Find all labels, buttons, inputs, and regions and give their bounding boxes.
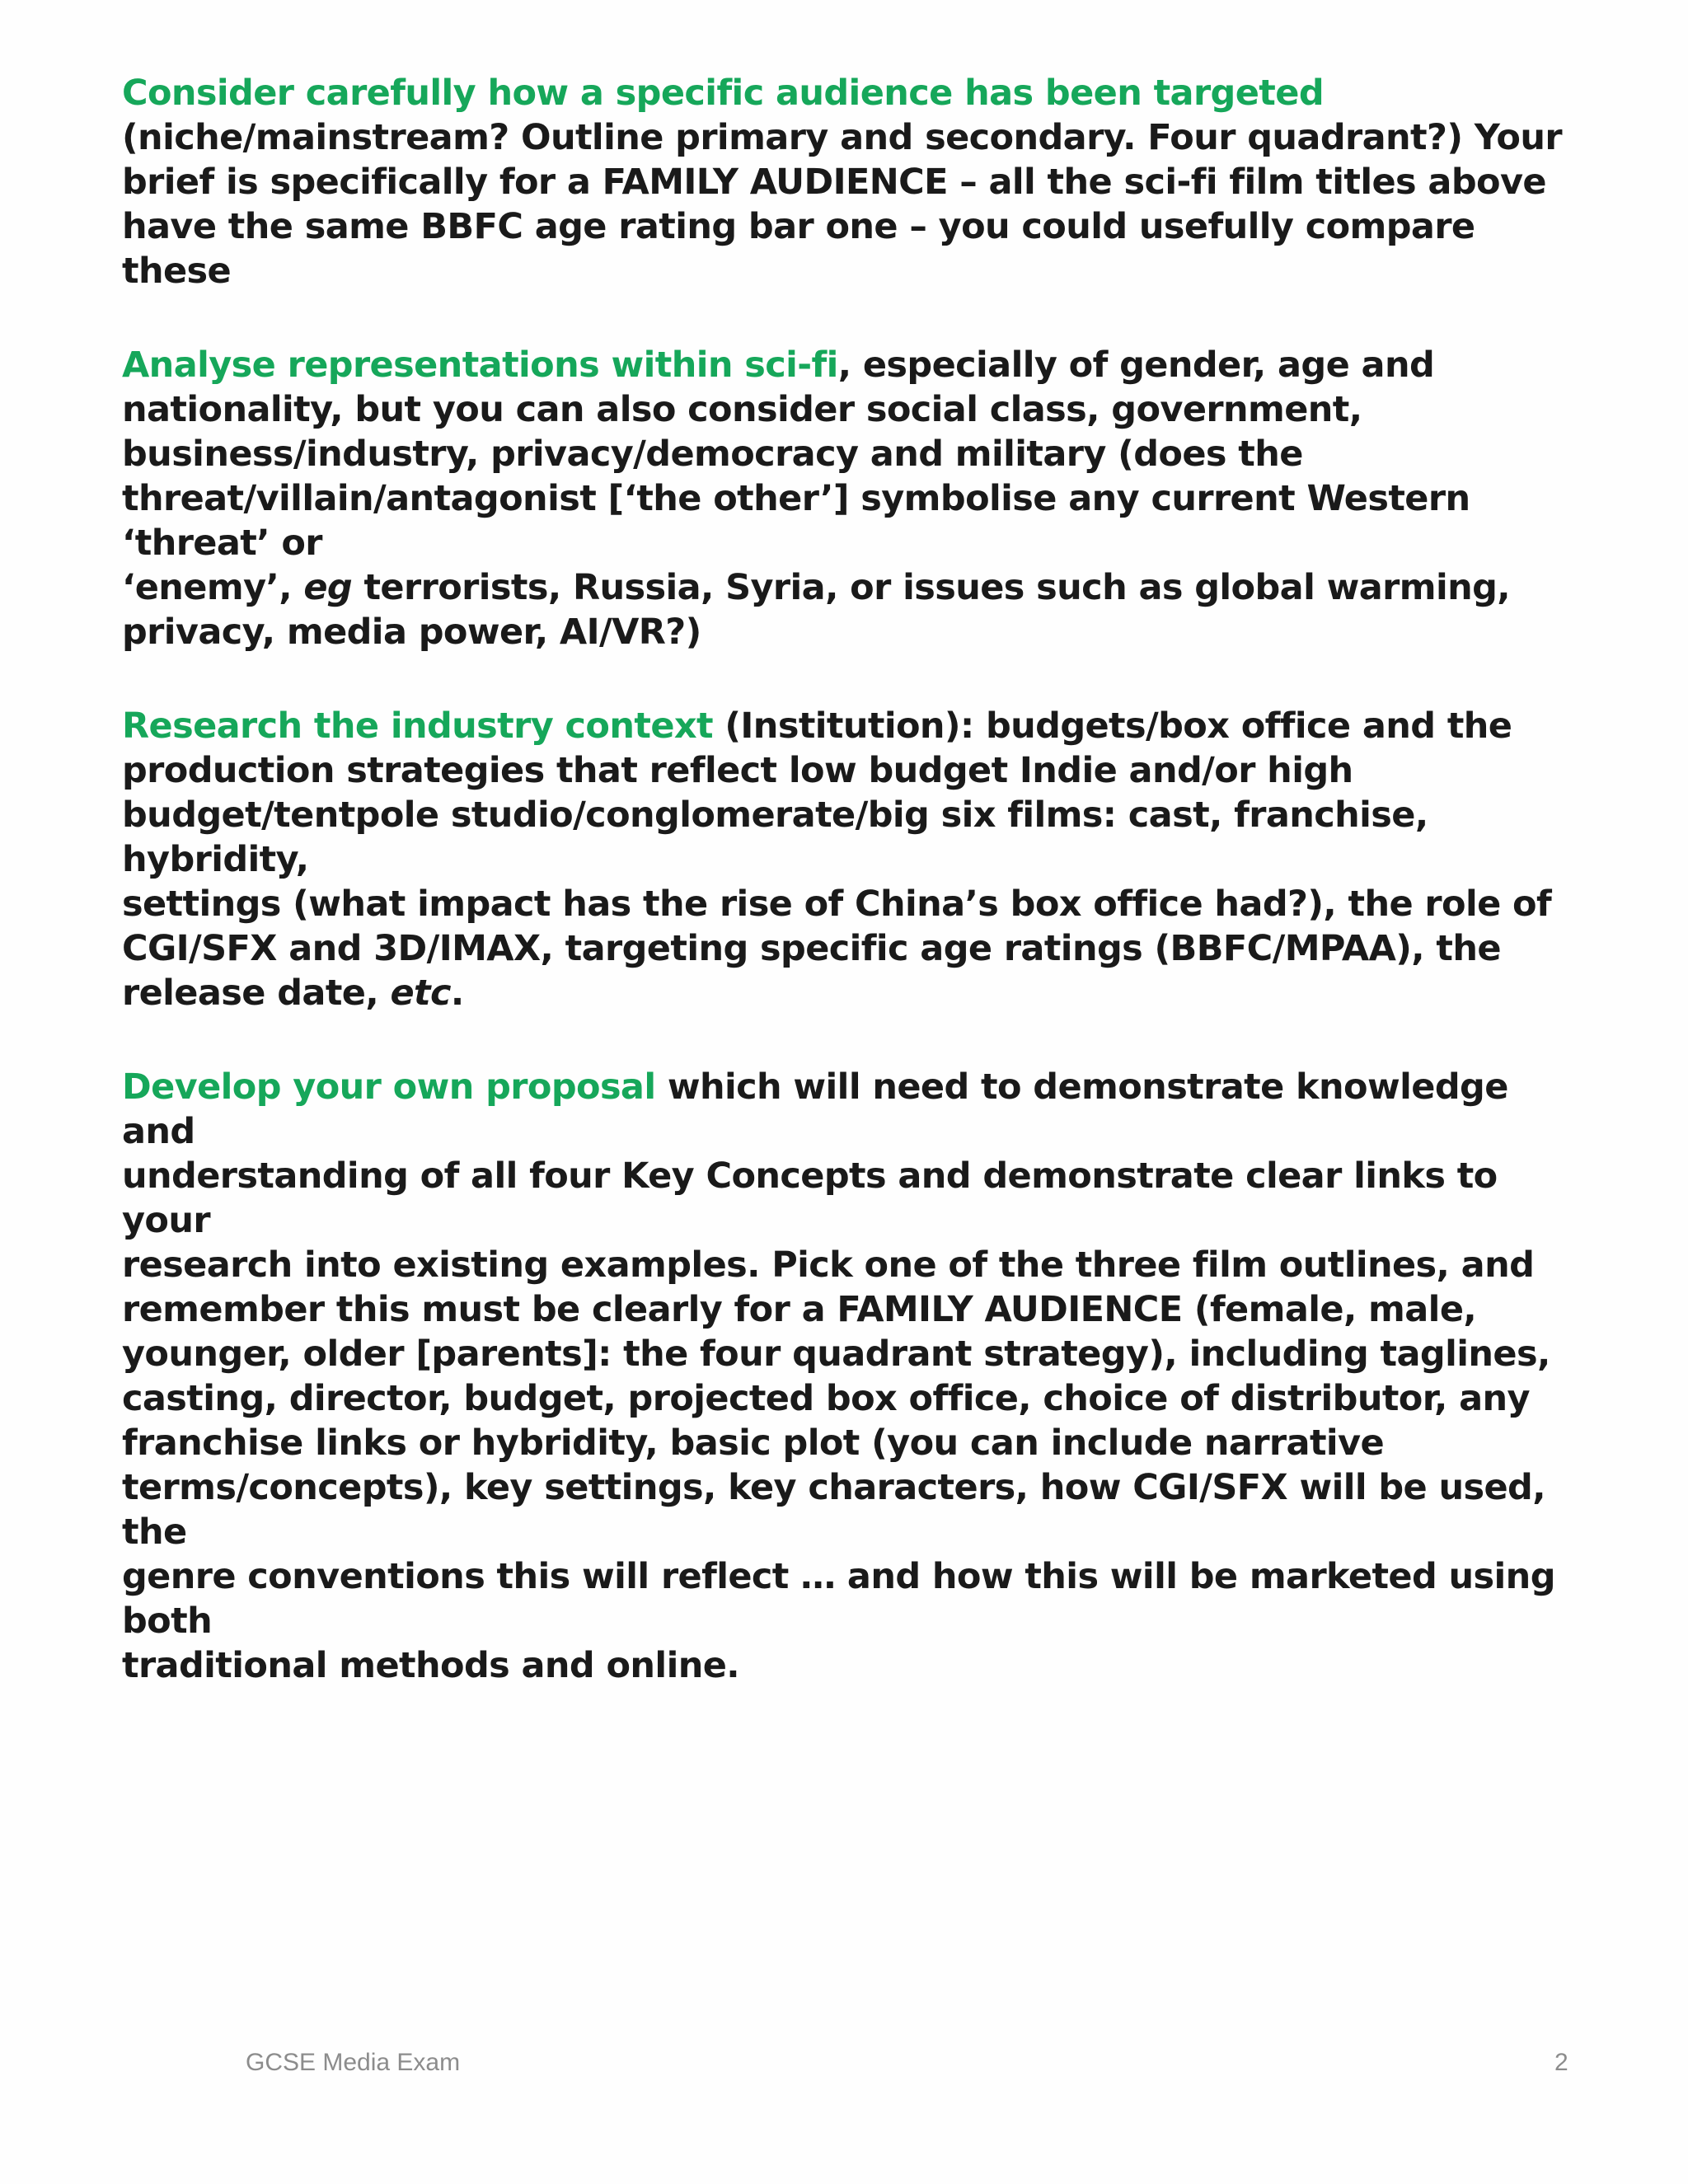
text-line: terrorists, Russia, Syria, or issues such as global warming,	[352, 567, 1511, 608]
paragraph-audience	[122, 71, 1589, 293]
heading-representations: Analyse representations within sci-fi	[122, 344, 838, 386]
page-number: 2	[1554, 2049, 1568, 2076]
paragraph-representations	[122, 343, 1589, 654]
paragraph-proposal	[122, 1065, 1589, 1688]
text-line: threat/villain/antagonist [‘the other’] symbolise any current Western ‘threat’ or	[122, 478, 1470, 564]
text-line: settings (what impact has the rise of China’s box office had?), the role of	[122, 883, 1552, 925]
text-line: casting, director, budget, projected box office, choice of distributor, any	[122, 1378, 1530, 1419]
text-line: budget/tentpole studio/conglomerate/big six films: cast, franchise, hybridity,	[122, 794, 1428, 880]
text-line: production strategies that reflect low budget Indie and/or high	[122, 750, 1353, 791]
text-line: research into existing examples. Pick one of the three film outlines, and	[122, 1244, 1535, 1286]
text-line: have the same BBFC age rating bar one – you could usefully compare these	[122, 206, 1475, 292]
text-line: brief is specifically for a FAMILY AUDIENCE – all the sci-fi film titles above	[122, 162, 1546, 203]
text-line: release date,	[122, 972, 391, 1014]
text-line: understanding of all four Key Concepts and demonstrate clear links to your	[122, 1155, 1498, 1241]
text-line: , especially of gender, age and	[837, 344, 1435, 386]
text-line: genre conventions this will reflect … and how this will be marketed using both	[122, 1556, 1555, 1642]
text-line: traditional methods and online.	[122, 1645, 740, 1686]
heading-industry: Research the industry context	[122, 705, 713, 747]
text-line: (Institution): budgets/box office and the	[712, 705, 1512, 747]
italic-etc: etc	[390, 972, 451, 1014]
text-line: terms/concepts), key settings, key characters, how CGI/SFX will be used, the	[122, 1467, 1545, 1553]
text-line: privacy, media power, AI/VR?)	[122, 612, 701, 653]
text-line: CGI/SFX and 3D/IMAX, targeting specific age ratings (BBFC/MPAA), the	[122, 928, 1501, 969]
text-line: younger, older [parents]: the four quadrant strategy), including taglines,	[122, 1333, 1550, 1375]
text-line: remember this must be clearly for a FAMILY AUDIENCE (female, male,	[122, 1289, 1477, 1330]
text-line: business/industry, privacy/democracy and military (does the	[122, 434, 1303, 475]
heading-proposal: Develop your own proposal	[122, 1066, 656, 1108]
text-line: ‘enemy’,	[122, 567, 304, 608]
document-body	[122, 71, 1589, 1737]
text-line: franchise links or hybridity, basic plot (you can include narrative	[122, 1422, 1385, 1464]
text-line: which will need to demonstrate knowledge and	[122, 1066, 1508, 1152]
paragraph-industry	[122, 704, 1589, 1015]
text-line: .	[450, 972, 464, 1014]
text-line: nationality, but you can also consider social class, government,	[122, 389, 1362, 430]
italic-eg: eg	[303, 567, 353, 608]
heading-audience: Consider carefully how a specific audience has been targeted	[122, 73, 1324, 114]
footer-title: GCSE Media Exam	[246, 2049, 461, 2076]
text-line: (niche/mainstream? Outline primary and secondary. Four quadrant?) Your	[122, 117, 1562, 158]
